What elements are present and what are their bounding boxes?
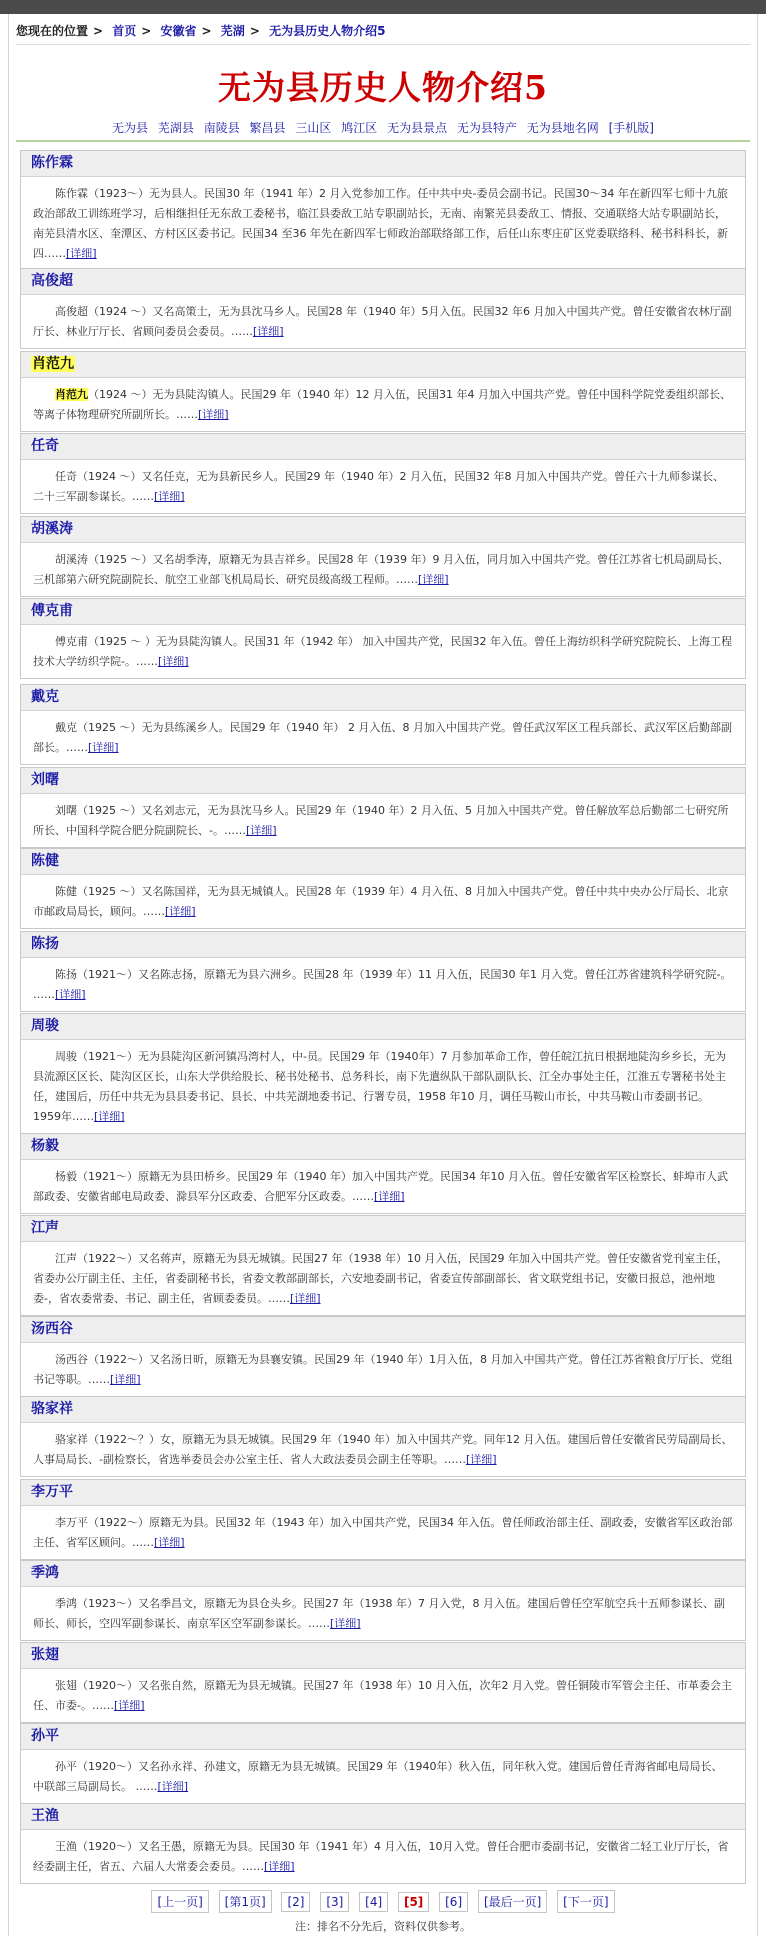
link-nanling[interactable]: 南陵县 [203,121,240,135]
person-name[interactable]: 陈扬 [21,932,745,958]
highlighted-name: 肖范九 [32,356,74,372]
person-bio: 刘曙（1925 ～）又名刘志元，无为县沈马乡人。民国29 年（1940 年）2 月入伍、5 月加入中国共产党。曾任解放军总后勤部二七研究所所长、中国科学院合肥分院副院长、-。……[详细] [33,804,729,837]
detail-link[interactable]: [详细] [154,490,185,503]
detail-link[interactable]: [详细] [165,905,196,918]
breadcrumb-province[interactable]: 安徽省 [160,24,197,38]
region-links [0,119,766,136]
person-name[interactable]: 傅克甫 [21,599,745,625]
person-card [20,516,746,597]
person-card [20,1316,746,1397]
person-card [20,1133,746,1214]
breadcrumb-home[interactable]: 首页 [112,24,137,38]
link-specialty[interactable]: 无为县特产 [456,121,517,135]
person-card [20,1396,746,1477]
person-bio: 李万平（1922～）原籍无为县。民国32 年（1943 年）加入中国共产党，民国34 年入伍。曾任师政治部主任、副政委，安徽省军区政治部主任、省军区顾问。……[详细] [33,1516,733,1549]
person-name[interactable]: 江声 [21,1216,745,1242]
person-card [20,767,746,848]
person-bio: 王渔（1920～）又名王愚，原籍无为县。民国30 年（1941 年）4 月入伍，10月入党。曾任合肥市委副书记，安徽省二轻工业厅厅长，省经委副主任，省五、六届人大常委会委员。……[详细] [33,1840,729,1873]
page-2-button[interactable]: [2] [281,1892,310,1912]
divider [16,44,750,45]
person-bio: 骆家祥（1922～？）女，原籍无为县无城镇。民国29 年（1940 年）加入中国共产党。同年12 月入伍。建国后曾任安徽省民劳局副局长、人事局局长、-副检察长，省选举委员会办公室主任、省人大政法委员会副主任等职。……[详细] [33,1433,733,1466]
detail-link[interactable]: [详细] [110,1373,141,1386]
divider [16,140,750,142]
link-placenames[interactable]: 无为县地名网 [526,121,599,135]
link-wuhu-county[interactable]: 芜湖县 [157,121,194,135]
person-name[interactable]: 张翅 [21,1643,745,1669]
person-card [20,684,746,765]
page-5-current: [5] [398,1892,429,1912]
footnote: 注：排名不分先后，资料仅供参考。 [295,1920,471,1933]
detail-link[interactable]: [详细] [198,408,229,421]
detail-link[interactable]: [详细] [157,1780,189,1793]
link-scenic[interactable]: 无为县景点 [387,121,448,135]
person-bio: 高俊超（1924 ～）又名高策士，无为县沈马乡人。民国28 年（1940 年）5月入伍。民国32 年6 月加入中国共产党。曾任安徽省农林厅副厅长、林业厅厅长、省顾问委员会委员。……[详细] [33,305,732,338]
person-card [20,931,746,1012]
detail-link[interactable]: [详细] [289,1292,321,1305]
person-card [20,1642,746,1723]
person-bio: 陈作霖（1923～）无为县人。民国30 年（1941 年）2 月入党参加工作。任中共中央-委员会副书记。民国30～34 年在新四军七师十九旅政治部敌工训练班学习，后相继担任无东敌工委秘书，临江县委敌工站专职副站长，无南、南繁芜县委敌工、情报、交通联络大站专职副站长，南芜县清水区、奎潭区、方村区区委书记。民国34 至36 年先在新四军七师政治部联络部工作，后任山东枣庄矿区党委联络科、秘书科科长，新四……[详细] [33,187,728,260]
person-card [20,268,746,349]
breadcrumb-current[interactable]: 无为县历史人物介绍5 [269,24,386,38]
person-bio: 张翅（1920～）又名张自然，原籍无为县无城镇。民国27 年（1938 年）10 月入伍，次年2 月入党。曾任铜陵市军管会主任、市革委会主任、市委-。……[详细] [33,1679,732,1712]
next-page-button[interactable]: [下一页] [557,1890,614,1913]
detail-link[interactable]: [详细] [113,1699,145,1712]
person-name[interactable]: 高俊超 [21,269,745,295]
person-name[interactable]: 任奇 [21,434,745,460]
link-sanshan[interactable]: 三山区 [295,121,332,135]
person-name[interactable]: 胡溪涛 [21,517,745,543]
person-name[interactable] [21,352,745,378]
person-bio: 孙平（1920～）又名孙永祥、孙建文，原籍无为县无城镇。民国29 年（1940年）秋入伍，同年秋入党。建国后曾任青海省邮电局局长、中联部三局副局长。 ……[详细] [33,1760,723,1793]
person-name[interactable]: 陈作霖 [21,151,745,177]
prev-page-button[interactable]: [上一页] [151,1890,208,1913]
person-card [20,351,746,432]
person-name[interactable]: 杨毅 [21,1134,745,1160]
link-wuwei[interactable]: 无为县 [112,121,149,135]
person-card [20,1215,746,1316]
detail-link[interactable]: [详细] [374,1190,405,1203]
person-card [20,1723,746,1804]
top-strip [0,0,766,14]
person-card [20,1803,746,1884]
detail-link[interactable]: [详细] [264,1860,295,1873]
detail-link[interactable]: [详细] [88,741,119,754]
person-name[interactable]: 周骏 [21,1014,745,1040]
person-bio: 傅克甫（1925 ～ ）无为县陡沟镇人。民国31 年（1942 年） 加入中国共产党，民国32 年入伍。曾任上海纺织科学研究院院长、上海工程技术大学纺织学院-。……[详细] [33,635,732,668]
detail-link[interactable]: [详细] [66,247,97,260]
detail-link[interactable]: [详细] [465,1453,497,1466]
page-4-button[interactable]: [4] [359,1892,388,1912]
person-name[interactable]: 骆家祥 [21,1397,745,1423]
person-bio: 戴克（1925 ～）无为县练溪乡人。民国29 年（1940 年） 2 月入伍、8 月加入中国共产党。曾任武汉军区工程兵部长、武汉军区后勤部副部长。……[详细] [33,721,732,754]
person-card [20,1479,746,1560]
link-mobile[interactable]: [手机版] [608,121,654,135]
person-card [20,433,746,514]
person-card [20,1013,746,1134]
page-6-button[interactable]: [6] [439,1892,468,1912]
page-1-button[interactable]: [第1页] [219,1890,272,1913]
breadcrumb-city[interactable]: 芜湖 [220,24,245,38]
detail-link[interactable]: [详细] [418,573,449,586]
person-name[interactable]: 季鸿 [21,1561,745,1587]
highlighted-name: 肖范九 [55,388,88,401]
breadcrumb: 您现在的位置 > 首页 > 安徽省 > 芜湖 > 无为县历史人物介绍5 [16,24,386,38]
person-name[interactable]: 李万平 [21,1480,745,1506]
detail-link[interactable]: [详细] [245,824,277,837]
breadcrumb-label: 您现在的位置 [16,24,89,38]
link-jiujiang[interactable]: 鸠江区 [341,121,378,135]
link-fanchang[interactable]: 繁昌县 [249,121,286,135]
person-card [20,150,746,271]
detail-link[interactable]: [详细] [154,1536,185,1549]
person-name[interactable]: 陈健 [21,849,745,875]
person-card [20,598,746,679]
person-name[interactable]: 戴克 [21,685,745,711]
person-name[interactable]: 孙平 [21,1724,745,1750]
person-name[interactable]: 汤西谷 [21,1317,745,1343]
person-card [20,848,746,929]
person-bio: 杨毅（1921～）原籍无为县田桥乡。民国29 年（1940 年）加入中国共产党。民国34 年10 月入伍。曾任安徽省军区检察长、蚌埠市人武部政委、安徽省邮电局政委、滁县军分区政委、合肥军分区政委。……[详细] [33,1170,728,1203]
person-bio: 季鸿（1923～）又名季昌文，原籍无为县仓头乡。民国27 年（1938 年）7 月入党，8 月入伍。建国后曾任空军航空兵十五师参谋长、副师长、师长，空四军副参谋长、南京军区空军副参谋长。……[详细] [33,1597,725,1630]
person-bio: 肖范九（1924 ～）无为县陡沟镇人。民国29 年（1940 年）12 月入伍，民国31 年4 月加入中国共产党。曾任中国科学院党委组织部长、等离子体物理研究所副所长。……[详细] [33,388,731,421]
person-bio: 任奇（1924 ～）又名任克，无为县新民乡人。民国29 年（1940 年）2 月入伍，民国32 年8 月加入中国共产党。曾任六十九师参谋长、二十三军副参谋长。……[详细] [33,470,724,503]
detail-link[interactable]: [详细] [55,988,86,1001]
detail-link[interactable]: [详细] [330,1617,361,1630]
detail-link[interactable]: [详细] [157,655,189,668]
person-card [20,1560,746,1641]
page-3-button[interactable]: [3] [320,1892,349,1912]
pagination [0,1890,766,1913]
person-bio: 江声（1922～）又名蒋声，原籍无为县无城镇。民国27 年（1938 年）10 月入伍，民国29 年加入中国共产党。曾任安徽省党刊室主任，省委办公厅副主任、主任，省委副秘书长，省委文教部副部长，六安地委副书记，省委宣传部副部长、省文联党组书记，安徽日报总，池州地委-，省农委常委、书记、副主任，省顾委委员。……[详细] [33,1252,728,1305]
detail-link[interactable]: [详细] [253,325,284,338]
last-page-button[interactable]: [最后一页] [478,1890,547,1913]
person-bio: 陈健（1925 ～）又名陈国祥，无为县无城镇人。民国28 年（1939 年）4 月入伍、8 月加入中国共产党。曾任中共中央办公厅局长、北京市邮政局局长，顾问。……[详细] [33,885,729,918]
person-bio: 胡溪涛（1925 ～）又名胡季涛，原籍无为县吉祥乡。民国28 年（1939 年）9 月入伍，同月加入中国共产党。曾任江苏省七机局副局长、三机部第六研究院副院长、航空工业部飞机局局长、研究员级高级工程师。……[详细] [33,553,729,586]
person-bio: 陈扬（1921～）又名陈志扬，原籍无为县六洲乡。民国28 年（1939 年）11 月入伍，民国30 年1 月入党。曾任江苏省建筑科学研究院-。 ……[详细] [33,968,732,1001]
person-name[interactable]: 刘曙 [21,768,745,794]
page-title: 无为县历史人物介绍5 [218,68,548,107]
person-bio: 周骏（1921～）无为县陡沟区新河镇冯湾村人，中-员。民国29 年（1940年）7 月参加革命工作，曾任皖江抗日根据地陡沟乡乡长，无为县流源区区长、陡沟区区长，山东大学供给股长、秘书处秘书、总务科长，南下先遣纵队干部队副队长、江全办事处主任，江淮五专署秘书处主任，建国后，历任中共无为县县委书记、县长、中共芜湖地委书记、行署专员，1958 年10 月，调任马鞍山市长，中共马鞍山市委副书记。1959年……[详细] [33,1050,726,1123]
detail-link[interactable]: [详细] [94,1110,125,1123]
person-bio: 汤西谷（1922～）又名汤日昕，原籍无为县襄安镇。民国29 年（1940 年）1月入伍，8 月加入中国共产党。曾任江苏省粮食厅厅长、党组书记等职。……[详细] [33,1353,733,1386]
person-name[interactable]: 王渔 [21,1804,745,1830]
